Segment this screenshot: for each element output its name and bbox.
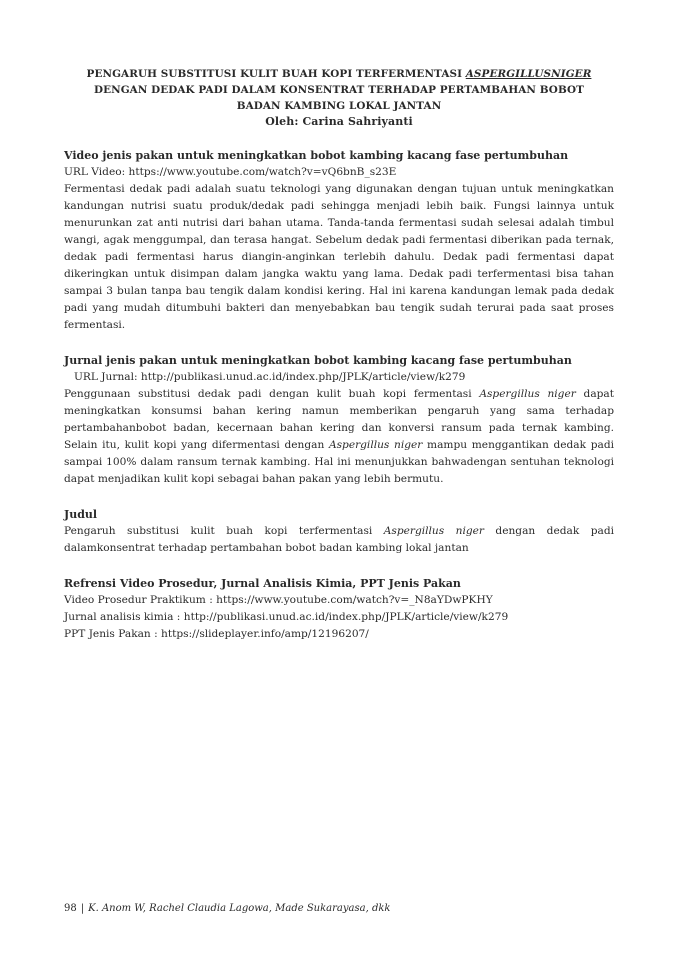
title-line-2: DENGAN DEDAK PADI DALAM KONSENTRAT TERHADAP PERTAMBAHAN BOBOT <box>93 84 585 96</box>
judul-section <box>64 506 614 557</box>
video-section-heading: Video jenis pakan untuk meningkatkan bobot kambing kacang fase pertumbuhan <box>64 149 569 162</box>
title-author: Oleh: Carina Sahriyanti <box>265 115 413 128</box>
judul-section-body <box>64 523 614 557</box>
judul-section-heading: Judul <box>64 508 98 521</box>
journal-section <box>64 352 614 488</box>
page-number: 98 <box>64 903 77 914</box>
journal-body-part-3: mampu menggantikan dedak padi sampai 100% dalam ransum ternak kambing. Hal ini menunjukkan bahwadengan sentuhan teknologi dapat menjadikan kulit kopi sebagai bahan pakan yang lebih bermutu. <box>64 439 614 485</box>
footer-authors: K. Anom W, Rachel Claudia Lagowa, Made Sukarayasa, dkk <box>88 903 391 914</box>
reference-video-link[interactable]: Video Prosedur Praktikum : https://www.youtube.com/watch?v=_N8aYDwPKHY <box>64 594 493 606</box>
reference-section-heading: Refrensi Video Prosedur, Jurnal Analisis Kimia, PPT Jenis Pakan <box>64 577 461 590</box>
video-url[interactable]: URL Video: https://www.youtube.com/watch?v=vQ6bnB_s23E <box>64 166 397 178</box>
judul-body-part-1: Pengaruh substitusi kulit buah kopi terfermentasi <box>64 525 384 537</box>
judul-body-part-2: dengan dedak padi dalamkonsentrat terhadap pertambahan bobot badan kambing lokal jantan <box>64 525 614 554</box>
title-line-1-text: PENGARUH SUBSTITUSI KULIT BUAH KOPI TERFERMENTASI <box>86 68 466 80</box>
reference-ppt-link[interactable]: PPT Jenis Pakan : https://slideplayer.info/amp/12196207/ <box>64 628 369 640</box>
document-page <box>64 66 614 643</box>
judul-body-italic-1: Aspergillus niger <box>383 525 484 537</box>
journal-body-part-2: dapat meningkatkan konsumsi bahan kering namun memberikan pengaruh yang sama terhadap pertambahanbobot badan, kecernaan bahan kering dan konversi ransum pada ternak kambing. Selain itu, kulit kopi yang difermentasi dengan <box>64 388 614 451</box>
reference-section <box>64 575 614 643</box>
journal-body-italic-2: Aspergillus niger <box>328 439 423 451</box>
journal-body-part-1: Penggunaan substitusi dedak padi dengan kulit buah kopi fermentasi <box>64 388 480 400</box>
footer-separator: | <box>80 903 85 914</box>
reference-journal-link[interactable]: Jurnal analisis kimia : http://publikasi.unud.ac.id/index.php/JPLK/article/view/k279 <box>64 611 509 623</box>
page-footer <box>64 903 390 914</box>
title-line-1 <box>64 66 614 82</box>
journal-url[interactable]: URL Jurnal: http://publikasi.unud.ac.id/index.php/JPLK/article/view/k279 <box>74 371 466 383</box>
video-section <box>64 147 614 334</box>
journal-section-heading: Jurnal jenis pakan untuk meningkatkan bobot kambing kacang fase pertumbuhan <box>64 354 572 367</box>
document-title-block <box>64 66 614 130</box>
journal-section-body <box>64 386 614 488</box>
video-section-body: Fermentasi dedak padi adalah suatu teknologi yang digunakan dengan tujuan untuk meningkatkan kandungan nutrisi suatu produk/dedak padi sehingga menjadi lebih baik. Fungsi lainnya untuk menurunkan zat anti nutrisi dari bahan utama. Tanda-tanda fermentasi sudah selesai adalah timbul wangi, agak menggumpal, dan terasa hangat. Sebelum dedak padi fermentasi diberikan pada ternak, dedak padi fermentasi harus diangin-anginkan terlebih dahulu. Dedak padi fermentasi dapat dikeringkan untuk disimpan dalam jangka waktu yang lama. Dedak padi terfermentasi bisa tahan sampai 3 bulan tanpa bau tengik dalam kondisi kering. Hal ini karena kandungan lemak pada dedak padi yang mudah ditumbuhi bakteri dan menyebabkan bau tengik sudah terurai pada saat proses fermentasi. <box>64 183 614 331</box>
journal-body-italic-1: Aspergillus niger <box>479 388 576 400</box>
title-line-3: BADAN KAMBING LOKAL JANTAN <box>236 100 442 112</box>
title-line-1-italic: ASPERGILLUSNIGER <box>465 68 592 80</box>
